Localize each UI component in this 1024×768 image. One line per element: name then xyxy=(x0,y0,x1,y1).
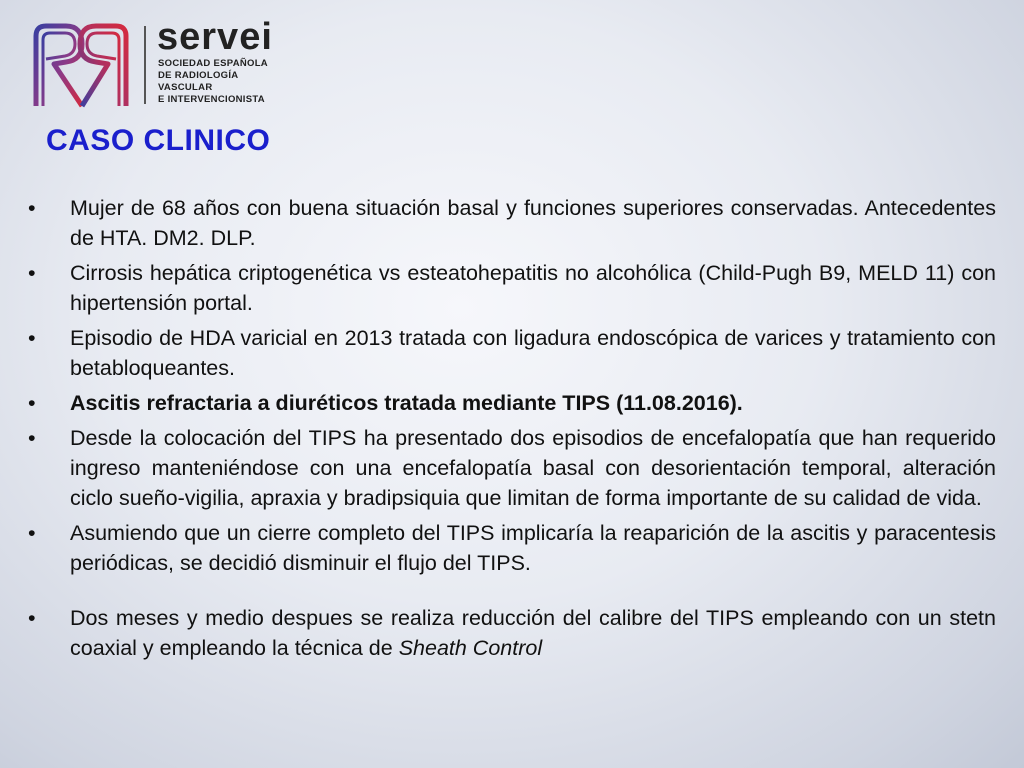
bullet-dot-icon: • xyxy=(28,326,36,350)
bullet-text: Ascitis refractaria a diuréticos tratada mediante TIPS (11.08.2016). xyxy=(70,391,743,415)
logo-subtitle-line: E INTERVENCIONISTA xyxy=(158,94,265,105)
slide-title: CASO CLINICO xyxy=(46,124,271,157)
bullet-text-italic: Sheath Control xyxy=(398,636,543,660)
bullet-dot-icon: • xyxy=(28,261,36,285)
bullet-item xyxy=(28,323,996,383)
bullet-text: Desde la colocación del TIPS ha presentado dos episodios de encefalopatía que han requerido ingreso manteniéndose con una encefalopatía basal con desorientación temporal, alteración ciclo sueño-vigilia, apraxia y bradipsiquia que limitan de forma importante de su calidad de vida. xyxy=(70,426,996,510)
bullet-dot-icon: • xyxy=(28,606,36,630)
bullet-item xyxy=(28,423,996,513)
bullet-text: Asumiendo que un cierre completo del TIPS implicaría la reaparición de la ascitis y paracentesis periódicas, se decidió disminuir el flujo del TIPS. xyxy=(70,521,996,575)
bullet-dot-icon: • xyxy=(28,426,36,450)
bullet-list xyxy=(28,193,996,668)
bullet-item-highlight xyxy=(28,388,996,418)
bullet-text: Cirrosis hepática criptogenética vs esteatohepatitis no alcohólica (Child-Pugh B9, MELD 11) con hipertensión portal. xyxy=(70,261,996,315)
logo-divider xyxy=(144,26,146,104)
servei-logo xyxy=(32,16,282,112)
logo-name: servei xyxy=(157,16,273,58)
bullet-text: Episodio de HDA varicial en 2013 tratada con ligadura endoscópica de varices y tratamiento con betabloqueantes. xyxy=(70,326,996,380)
bullet-item xyxy=(28,603,996,663)
logo-subtitle-line: SOCIEDAD ESPAÑOLA xyxy=(158,58,268,69)
servei-logo-mark-icon xyxy=(32,22,130,110)
bullet-text: Dos meses y medio despues se realiza reducción del calibre del TIPS empleando con un stetn coaxial y empleando la técnica de xyxy=(70,606,996,660)
bullet-dot-icon: • xyxy=(28,196,36,220)
bullet-item xyxy=(28,518,996,578)
logo-subtitle-line: VASCULAR xyxy=(158,82,213,93)
bullet-text: Mujer de 68 años con buena situación basal y funciones superiores conservadas. Antecedentes de HTA. DM2. DLP. xyxy=(70,196,996,250)
bullet-dot-icon: • xyxy=(28,391,36,415)
bullet-item xyxy=(28,193,996,253)
bullet-dot-icon: • xyxy=(28,521,36,545)
logo-subtitle xyxy=(158,58,268,106)
logo-subtitle-line: DE RADIOLOGÍA xyxy=(158,70,239,81)
bullet-item xyxy=(28,258,996,318)
